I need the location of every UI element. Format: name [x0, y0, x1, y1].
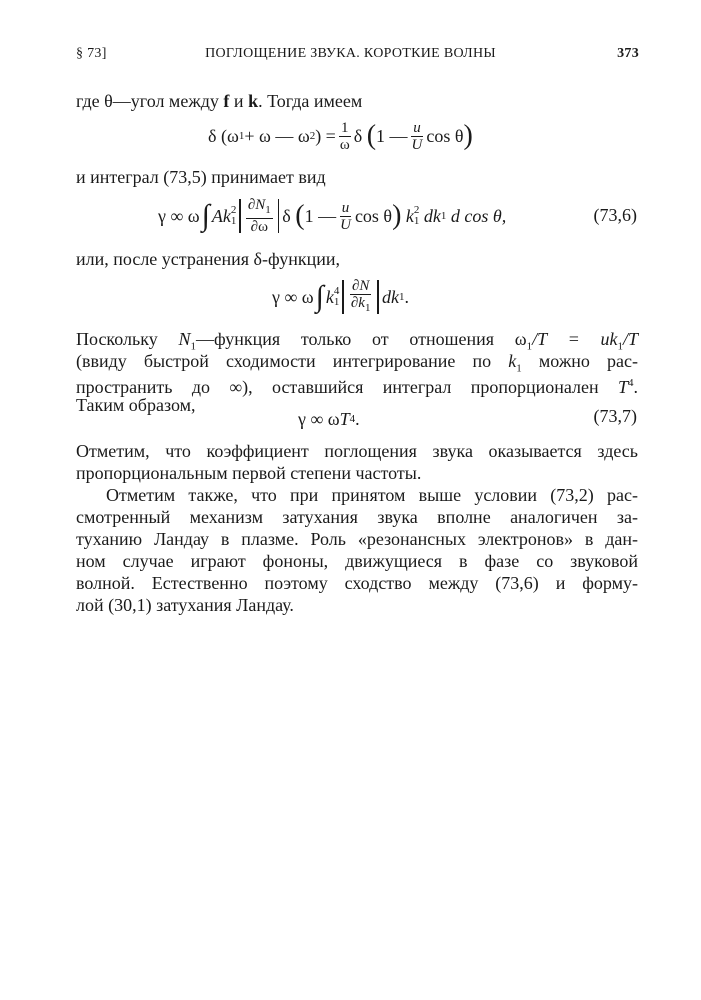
symbol-k: k: [222, 205, 231, 226]
denominator: U: [340, 216, 351, 233]
denominator: [349, 295, 373, 316]
denominator: U: [411, 136, 423, 153]
paragraph-integral-intro: и интеграл (73,5) принимает вид: [76, 167, 326, 187]
equation-number-73-7: (73,7): [593, 406, 637, 426]
symbol-T: T: [339, 408, 350, 429]
subscript: 1: [238, 130, 245, 142]
subscript: 1: [440, 210, 447, 222]
text-fragment: . Тогда имеем: [258, 91, 363, 111]
superscript: 4: [333, 285, 340, 297]
paragraph-line: Отметим, что коэффициент поглощения звука оказывается здесь: [76, 441, 638, 461]
eq-part: cos θ: [354, 205, 393, 226]
paren-close: ): [392, 200, 402, 231]
paragraph-line: волной. Естественно поэтому сходство между (73,6) и форму-: [76, 573, 638, 593]
eq-part: + ω — ω: [244, 125, 310, 146]
subscript: 2: [309, 130, 316, 142]
paragraph-line: смотренный механизм затухания звука вполне аналогичен за-: [76, 507, 638, 527]
symbol-T: T: [617, 377, 628, 397]
eq-part: γ ∞ ω: [298, 408, 340, 429]
subscript: 1: [398, 291, 405, 303]
eq-part: (ω: [220, 125, 239, 146]
fraction-dN-dk: [349, 278, 373, 316]
eq-part: .: [404, 286, 409, 307]
abs-bar: [342, 280, 344, 314]
superscript: 4: [349, 413, 356, 425]
subscript: 1: [364, 302, 371, 314]
text-fragment: /T = uk: [532, 329, 618, 349]
text-fragment: /T: [623, 329, 639, 349]
eq-part: .: [355, 408, 360, 429]
symbol-dk: dk: [423, 205, 441, 226]
delta-symbol: δ: [282, 205, 291, 226]
paragraph-line: Таким образом,: [76, 395, 196, 415]
subscript: 1: [516, 362, 522, 375]
scripts: [334, 286, 340, 308]
eq-part: d cos θ,: [450, 205, 507, 226]
symbol-k: k: [508, 351, 517, 371]
paragraph-line: лой (30,1) затухания Ландау.: [76, 595, 294, 615]
numerator: u: [341, 199, 350, 216]
eq-part: γ ∞ ω: [158, 205, 200, 226]
text-fragment: —функция только от отношения ω: [195, 329, 527, 349]
paragraph-line: туханию Ландау в плазме. Роль «резонансных электронов» в дан-: [76, 529, 638, 549]
paragraph-after-delta: или, после устранения δ-функции,: [76, 249, 340, 269]
text-fragment: можно рас-: [521, 351, 639, 371]
paragraph-where-theta: [76, 90, 362, 112]
fraction-dN-domega: [246, 197, 273, 235]
numerator: 1: [341, 119, 349, 136]
superscript: 2: [413, 204, 420, 216]
abs-bar: [377, 280, 379, 314]
integral-sign: ∫: [201, 199, 210, 232]
paren-open: (: [295, 200, 305, 231]
text-fragment: пространить до ∞), оставшийся интеграл пропорционален: [76, 377, 618, 397]
symbol-dk: dk: [381, 286, 399, 307]
vector-k: k: [248, 91, 259, 111]
paragraph-line: пропорциональным первой степени частоты.: [76, 463, 422, 483]
equation-73-7: [298, 404, 360, 434]
subscript: 1: [265, 204, 271, 216]
integral-sign: ∫: [315, 280, 324, 313]
eq-part: 1 —: [304, 205, 337, 226]
text-fragment: Поскольку: [76, 329, 179, 349]
fraction-one-over-omega: [338, 120, 352, 153]
scripts: [414, 205, 420, 227]
paren-close: ): [463, 120, 473, 151]
page-number: 373: [617, 46, 639, 61]
subscript: 1: [230, 215, 237, 227]
symbol-N: N: [178, 329, 191, 349]
paren-open: (: [366, 120, 377, 151]
equation-number-73-6: (73,6): [593, 205, 637, 225]
subscript: 1: [413, 215, 420, 227]
vector-f: f: [223, 91, 230, 111]
text-fragment: .: [633, 377, 638, 397]
running-head-title: ПОГЛОЩЕНИЕ ЗВУКА. КОРОТКИЕ ВОЛНЫ: [205, 46, 496, 61]
superscript: 2: [230, 204, 237, 216]
equation-delta: [208, 116, 473, 156]
subscript: 1: [526, 340, 533, 353]
symbol-k: k: [405, 205, 414, 226]
numerator: ∂N: [351, 278, 370, 294]
text-fragment: (ввиду быстрой сходимости интегрирование по: [76, 351, 509, 371]
denominator: ω: [339, 136, 350, 153]
superscript: 4: [628, 377, 634, 389]
symbol-A: A: [211, 205, 223, 226]
numerator-text: ∂N: [247, 197, 266, 213]
eq-part: ) =: [315, 125, 336, 146]
eq-part: γ ∞ ω: [272, 286, 314, 307]
paragraph-line: ном случае играют фононы, движущиеся в фазе со звуковой: [76, 551, 638, 571]
equation-73-6: [158, 194, 506, 238]
fraction-u-over-U: [410, 120, 425, 153]
denominator-text: ∂k: [350, 295, 365, 311]
subscript: 1: [617, 340, 623, 353]
subscript: 1: [190, 340, 196, 353]
running-head-section: § 73]: [76, 46, 107, 61]
text-fragment: и: [229, 91, 249, 111]
equation-reduced: [272, 275, 409, 319]
subscript: 1: [333, 296, 340, 308]
fraction-u-over-U: [338, 200, 353, 233]
paragraph-line: Отметим также, что при принятом выше условии (73,2) рас-: [106, 485, 638, 505]
eq-part: 1 —: [376, 125, 408, 146]
eq-part: cos θ: [426, 125, 464, 146]
symbol-k: k: [325, 286, 334, 307]
text-fragment: где θ—угол между: [76, 91, 224, 111]
delta-symbol: δ: [208, 125, 217, 146]
numerator: [246, 197, 273, 219]
abs-bar: [278, 199, 280, 233]
numerator: u: [413, 119, 421, 136]
abs-bar: [239, 199, 241, 233]
denominator: ∂ω: [250, 219, 268, 235]
scripts: [231, 205, 237, 227]
delta-symbol: δ: [353, 125, 363, 146]
